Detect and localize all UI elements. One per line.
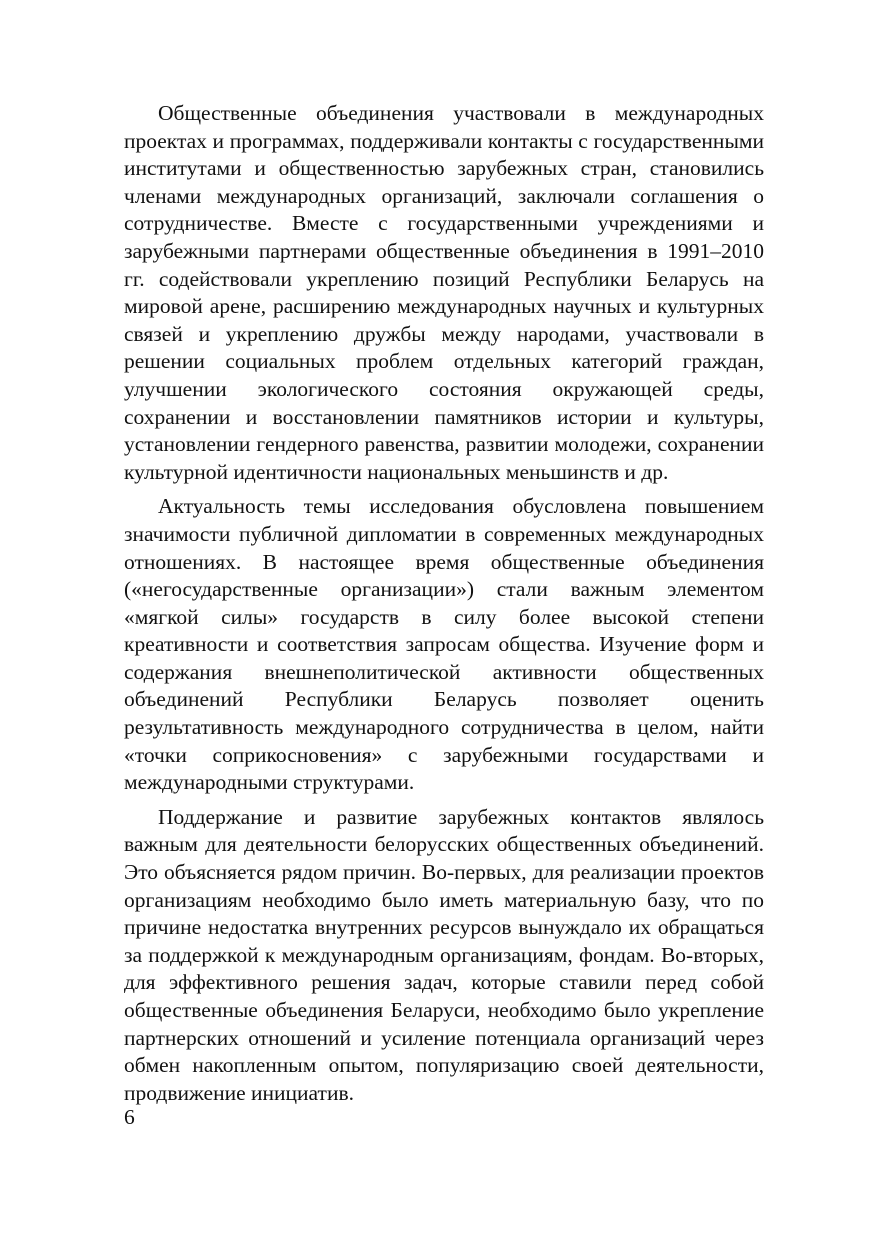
- body-text: [124, 100, 764, 1114]
- paragraph-3: Поддержание и развитие зарубежных контактов являлось важным для деятельности белорусских общественных объединений. Это объясняется рядом причин. Во-первых, для реализации проектов организациям необходимо было иметь материальную базу, что по причине недостатка внутренних ресурсов вынуждало их обращаться за поддержкой к международным организациям, фондам. Во-вторых, для эффективного решения задач, которые ставили перед собой общественные объединения Беларуси, необходимо было укрепление партнерских отношений и усиление потенциала организаций через обмен накопленным опытом, популяризацию своей деятельности, продвижение инициатив.: [124, 804, 764, 1105]
- page-number: 6: [124, 1105, 135, 1129]
- paragraph-1: Общественные объединения участвовали в международных проектах и программах, поддерживали контакты с государственными институтами и общественностью зарубежных стран, становились членами международных организаций, заключали соглашения о сотрудничестве. Вместе с государственными учреждениями и зарубежными партнерами общественные объединения в 1991–2010 гг. содействовали укреплению позиций Республики Беларусь на мировой арене, расширению международных научных и культурных связей и укреплению дружбы между народами, участвовали в решении социальных проблем отдельных категорий граждан, улучшении экологического состояния окружающей среды, сохранении и восстановлении памятников истории и культуры, установлении гендерного равенства, развитии молодежи, сохранении культурной идентичности национальных меньшинств и др.: [124, 101, 764, 484]
- paragraph-2: Актуальность темы исследования обусловлена повышением значимости публичной дипломатии в современных международных отношениях. В настоящее время общественные объединения («негосударственные организации») стали важным элементом «мягкой силы» государств в силу более высокой степени креативности и соответствия запросам общества. Изучение форм и содержания внешнеполитической активности общественных объединений Республики Беларусь позволяет оценить результативность международного сотрудничества в целом, найти «точки соприкосновения» с зарубежными государствами и международными структурами.: [124, 494, 764, 795]
